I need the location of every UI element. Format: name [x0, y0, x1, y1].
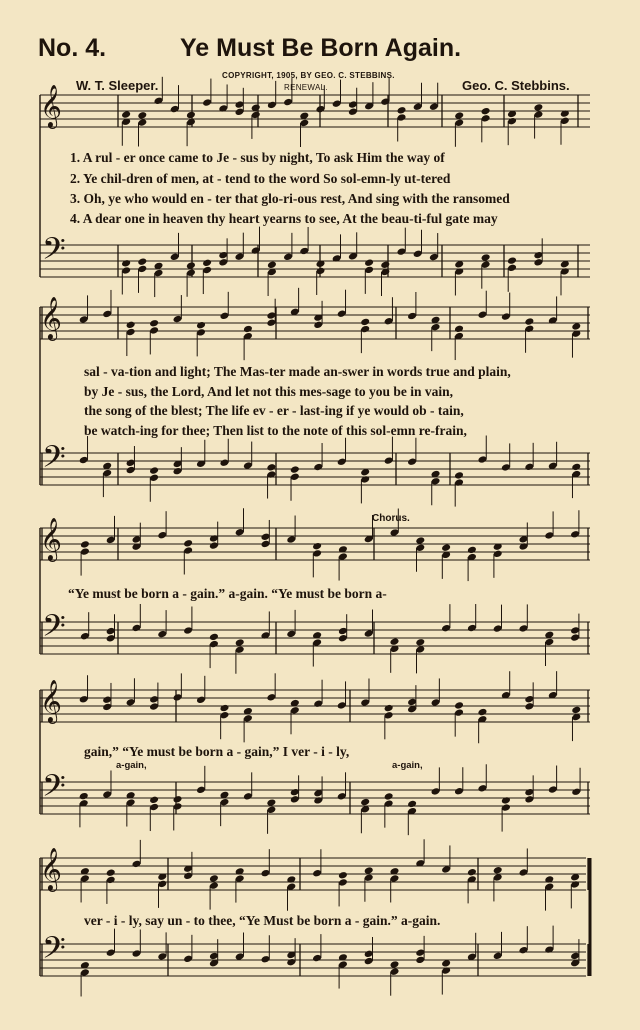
bass-notes-3-notehead	[390, 637, 400, 646]
treble-notes-3-notehead	[441, 543, 451, 552]
treble-notes-2-notehead	[126, 321, 136, 330]
bass-notes-4-notehead	[407, 800, 417, 809]
bass-notes-4-notehead	[360, 798, 370, 807]
bass-notes-2-notehead	[266, 463, 276, 472]
bass-notes-2-notehead	[290, 465, 300, 474]
treble-notes-1-notehead	[397, 106, 407, 115]
hymn-number: No. 4.	[38, 34, 107, 62]
bass-clef-2: 𝄢	[42, 439, 66, 482]
chorus-lyric-2: gain,” “Ye must be born a - gain,” I ver - i - ly,	[84, 744, 350, 759]
copyright-notice: COPYRIGHT, 1905, BY GEO. C. STEBBINS.	[222, 71, 395, 80]
treble-notes-2-notehead	[149, 319, 159, 328]
bass-again-2: a-gain,	[392, 760, 423, 771]
bass-notes-1-notehead	[507, 256, 517, 265]
treble-notes-4-notehead	[571, 706, 581, 715]
treble-notes-4-notehead	[219, 704, 229, 713]
bass-notes-1-notehead	[202, 259, 212, 268]
bass-again-1: a-gain,	[116, 760, 147, 771]
treble-notes-3-notehead	[183, 539, 193, 548]
treble-clef-4: 𝄞	[40, 678, 62, 722]
renewal-notice: RENEWAL.	[284, 83, 328, 92]
treble-notes-4-notehead	[477, 708, 487, 717]
verse-2-line-a: 2. Ye chil-dren of men, at - tend to the word So sol-emn-ly ut-tered	[70, 171, 451, 186]
bass-clef-5: 𝄢	[42, 930, 66, 973]
bass-notes-4-notehead	[384, 792, 394, 801]
treble-notes-1-notehead	[121, 110, 131, 119]
bass-clef-4: 𝄢	[42, 768, 66, 811]
bass-notes-2-notehead	[149, 466, 159, 475]
bass-notes-1-notehead	[364, 258, 374, 267]
treble-clef-2: 𝄞	[40, 295, 62, 339]
treble-notes-1-notehead	[137, 111, 147, 120]
treble-notes-3-notehead	[80, 540, 90, 549]
verse-3-line-a: 3. Oh, ye who would en - ter that glo-ri-ous rest, And sing with the ransomed	[70, 191, 510, 206]
bass-notes-1-notehead	[380, 261, 390, 270]
treble-notes-4-notehead	[384, 704, 394, 713]
treble-notes-2-notehead	[196, 321, 206, 330]
treble-notes-2-notehead	[360, 318, 370, 327]
treble-notes-2-notehead	[454, 325, 464, 334]
treble-notes-2-notehead	[524, 317, 534, 326]
bass-clef-1: 𝄢	[42, 231, 66, 274]
chorus-lyric-1: “Ye must be born a - gain.” a-gain. “Ye must be born a-	[68, 586, 387, 601]
treble-notes-2-notehead	[243, 325, 253, 334]
treble-clef-1: 𝄞	[40, 83, 62, 127]
treble-notes-5-notehead	[338, 871, 348, 880]
treble-notes-3-notehead	[467, 546, 477, 555]
composer: Geo. C. Stebbins.	[462, 78, 570, 93]
bass-notes-2-notehead	[571, 463, 581, 472]
treble-notes-4-notehead	[454, 701, 464, 710]
treble-clef-3: 𝄞	[40, 516, 62, 560]
lyricist: W. T. Sleeper.	[76, 78, 159, 93]
bass-notes-3-notehead	[415, 638, 425, 647]
treble-notes-5-notehead	[106, 868, 116, 877]
treble-notes-1-notehead	[533, 103, 543, 112]
treble-notes-5-notehead	[209, 874, 219, 883]
chorus-lyric-3: ver - i - ly, say un - to thee, “Ye Must be born a - gain.” a-gain.	[84, 913, 441, 928]
treble-notes-5-notehead	[467, 868, 477, 877]
bass-notes-4-notehead	[149, 796, 159, 805]
bass-notes-3-notehead	[209, 633, 219, 642]
verse-1-line-b: sal - va-tion and light; The Mas-ter made an-swer in words true and plain,	[84, 364, 511, 379]
treble-notes-1-notehead	[481, 107, 491, 116]
verse-4-line-a: 4. A dear one in heaven thy heart yearns to see, At the beau-ti-ful gate may	[70, 211, 498, 226]
bass-notes-4-notehead	[79, 792, 89, 801]
bass-clef-3: 𝄢	[42, 608, 66, 651]
verse-1-line-a: 1. A rul - er once came to Je - sus by night, To ask Him the way of	[70, 150, 445, 165]
verse-4-line-b: be watch-ing for thee; Then list to the note of this sol-emn re-frain,	[84, 423, 467, 438]
chorus-label: Chorus.	[372, 513, 410, 524]
bass-notes-4-notehead	[501, 796, 511, 805]
treble-clef-5: 𝄞	[40, 846, 62, 890]
verse-3-line-b: the song of the blest; The life ev - er - last-ing if ye would ob - tain,	[84, 403, 464, 418]
hymn-title: Ye Must Be Born Again.	[180, 34, 462, 62]
bass-notes-2-notehead	[454, 471, 464, 480]
bass-notes-1-notehead	[121, 259, 131, 268]
verse-2-line-b: by Je - sus, the Lord, And let not this mes-sage to you be in vain,	[84, 384, 454, 399]
treble-notes-3-notehead	[312, 542, 322, 551]
treble-notes-5-notehead	[493, 866, 503, 875]
bass-notes-1-notehead	[137, 257, 147, 266]
treble-notes-1-notehead	[186, 111, 196, 120]
bass-notes-4-notehead	[173, 795, 183, 804]
bass-notes-1-notehead	[267, 261, 277, 270]
